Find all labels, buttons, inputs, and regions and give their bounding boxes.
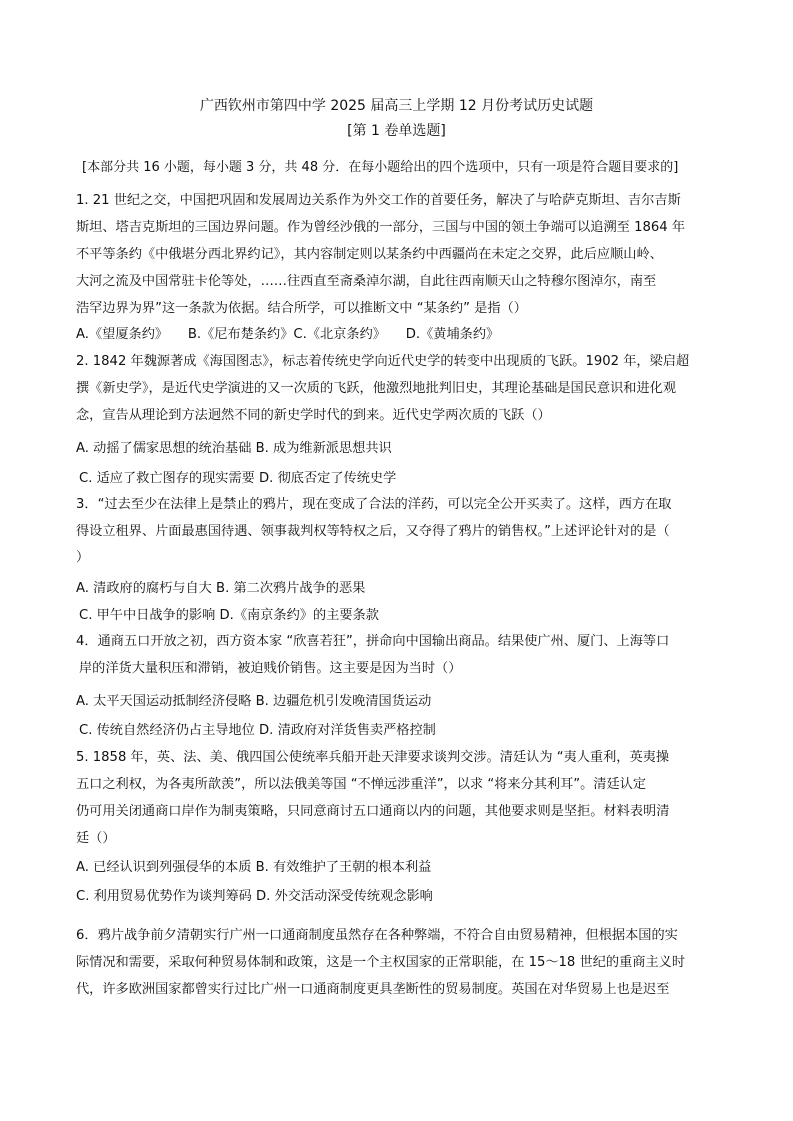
text-line: 不平等条约《中俄堪分西北界约记》，其内容制定则以某条约中西疆尚在未定之交界，此后应顺山岭、 xyxy=(76,247,663,262)
text-line: 浩罕边界为界”这一条款为依据。结合所学，可以推断文中 “某条约” 是指（） xyxy=(76,301,527,316)
text-line: 仍可用关闭通商口岸作为制夷策略，只同意商讨五口通商以内的问题，其他要求则是坚拒。材料表明清 xyxy=(76,804,670,819)
text-line: 4．通商五口开放之初，西方资本家 “欣喜若狂”，拼命向中国输出商品。结果使广州、厦门、上海等口 xyxy=(76,634,670,649)
text-line: A.《望厦条约》 B.《尼布楚条约》C.《北京条约》 D.《黄埔条约》 xyxy=(76,327,500,342)
text-line: 际情况和需要，采取何种贸易体制和政策，这是一个主权国家的正常职能，在 15～18 世纪的重商主义时 xyxy=(76,955,686,970)
text-line: 斯坦、塔吉克斯坦的三国边界问题。作为曾经沙俄的一部分，三国与中国的领土争端可以追溯至 1864 年 xyxy=(76,220,686,235)
text-line: C. 利用贸易优势作为谈判筹码 D. 外交活动深受传统观念影响 xyxy=(76,889,433,904)
text-line: 五口之利权，为各夷所歆羡”，所以法俄美等国 “不惮远涉重洋”，以求 “将来分其利耳”。清廷认定 xyxy=(76,777,647,792)
text-line: 2. 1842 年魏源著成《海国图志》，标志着传统史学向近代史学的转变中出现质的飞跃。1902 年，梁启超 xyxy=(76,354,690,369)
text-line: 念，宣告从理论到方法迥然不同的新史学时代的到来。近代史学两次质的飞跃（） xyxy=(76,408,551,423)
text-line: ） xyxy=(76,550,90,565)
text-line: C. 甲午中日战争的影响 D.《南京条约》的主要条款 xyxy=(79,608,379,623)
text-line: 岸的洋货大量积压和滞销，被迫贱价销售。这主要是因为当时（） xyxy=(79,661,462,676)
text-line: C. 适应了救亡图存的现实需要 D. 彻底否定了传统史学 xyxy=(79,471,397,486)
text-line: 3．“过去至少在法律上是禁止的鸦片，现在变成了合法的洋药，可以完全公开买卖了。这样，西方在取 xyxy=(76,497,672,512)
section-heading: [第 1 卷单选题] xyxy=(347,123,446,139)
text-line: A. 太平天国运动抵制经济侵略 B. 边疆危机引发晚清国货运动 xyxy=(76,694,432,709)
text-line: 大河之流及中国常驻卡伦等处，……往西直至斋桑淖尔湖，自此往西南顺天山之特穆尔图淖尔，南至 xyxy=(76,274,657,289)
text-line: A. 动摇了儒家思想的统治基础 B. 成为维新派思想共识 xyxy=(76,441,392,456)
text-line: 得设立租界、片面最惠国待遇、领事裁判权等特权之后，又夺得了鸦片的销售权。”上述评论针对的是（ xyxy=(76,524,670,539)
text-line: C. 传统自然经济仍占主导地位 D. 清政府对洋货售卖严格控制 xyxy=(79,723,436,738)
text-line: A. 清政府的腐朽与自大 B. 第二次鸦片战争的恶果 xyxy=(76,581,366,596)
text-line: 5. 1858 年，英、法、美、俄四国公使统率兵船开赴天津要求谈判交涉。清廷认为 “夷人重利，英夷操 xyxy=(76,750,670,765)
text-line: 1. 21 世纪之交，中国把巩固和发展周边关系作为外交工作的首要任务，解决了与哈萨克斯坦、吉尔吉斯 xyxy=(76,193,681,208)
exam-title: 广西钦州市第四中学 2025 届高三上学期 12 月份考试历史试题 xyxy=(199,98,594,114)
text-line: 代，许多欧洲国家都曾实行过比广州一口通商制度更具垄断性的贸易制度。英国在对华贸易上也是迟至 xyxy=(76,982,670,997)
section-instructions: [本部分共 16 小题，每小题 3 分，共 48 分．在每小题给出的四个选项中，只有一项是符合题目要求的] xyxy=(82,160,679,175)
text-line: A. 已经认识到列强侵华的本质 B. 有效维护了王朝的根本利益 xyxy=(76,860,432,875)
text-line: 撰《新史学》，是近代史学演进的又一次质的飞跃，他激烈地批判旧史，其理论基础是国民意识和进化观 xyxy=(76,381,677,396)
text-line: 6．鸦片战争前夕清朝实行广州一口通商制度虽然存在各种弊端，不符合自由贸易精神，但根据本国的实 xyxy=(76,928,678,943)
text-line: 廷（） xyxy=(76,831,116,846)
